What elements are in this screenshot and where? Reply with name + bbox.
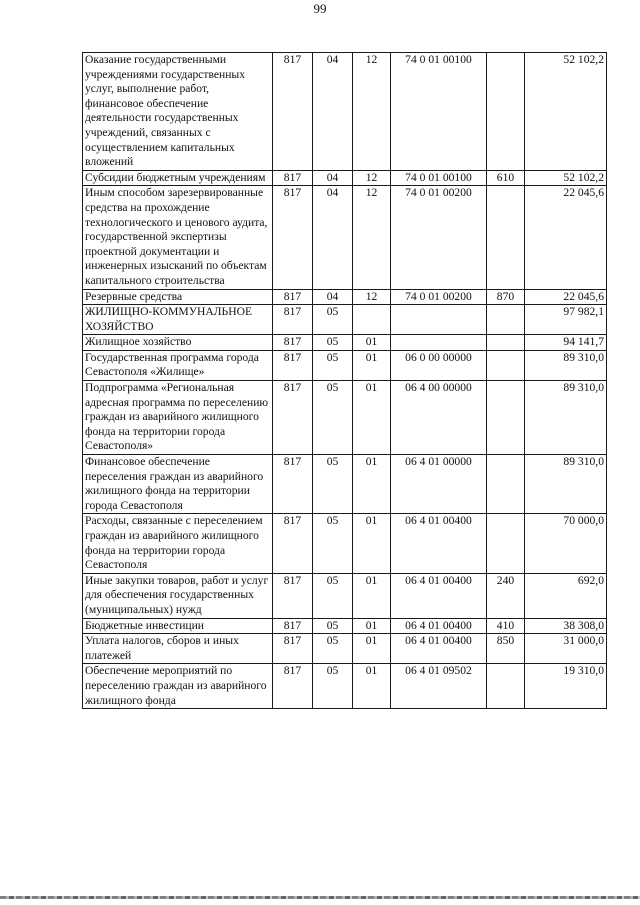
table-row bbox=[83, 573, 607, 618]
cell-expense-type: 870 bbox=[487, 289, 525, 305]
table-row bbox=[83, 514, 607, 573]
cell-expense-type bbox=[487, 53, 525, 171]
cell-department-code: 817 bbox=[273, 634, 313, 664]
cell-department-code: 817 bbox=[273, 664, 313, 709]
cell-name: Государственная программа города Севастополя «Жилище» bbox=[83, 350, 273, 380]
cell-section-code: 05 bbox=[313, 381, 353, 455]
cell-section-code: 04 bbox=[313, 289, 353, 305]
table-row bbox=[83, 335, 607, 351]
cell-subsection-code: 01 bbox=[353, 634, 391, 664]
cell-amount: 22 045,6 bbox=[525, 289, 607, 305]
cell-name: ЖИЛИЩНО-КОММУНАЛЬНОЕ ХОЗЯЙСТВО bbox=[83, 305, 273, 335]
cell-target-article: 06 4 00 00000 bbox=[391, 381, 487, 455]
table-row bbox=[83, 455, 607, 514]
table-row bbox=[83, 664, 607, 709]
cell-amount: 89 310,0 bbox=[525, 455, 607, 514]
cell-name: Финансовое обеспечение переселения граждан из аварийного жилищного фонда на территории города Севастополя bbox=[83, 455, 273, 514]
cell-amount: 52 102,2 bbox=[525, 170, 607, 186]
cell-section-code: 04 bbox=[313, 53, 353, 171]
cell-target-article: 06 4 01 00000 bbox=[391, 455, 487, 514]
cell-name: Уплата налогов, сборов и иных платежей bbox=[83, 634, 273, 664]
cell-expense-type bbox=[487, 381, 525, 455]
cell-expense-type bbox=[487, 664, 525, 709]
cell-expense-type bbox=[487, 514, 525, 573]
cell-amount: 19 310,0 bbox=[525, 664, 607, 709]
cell-name: Резервные средства bbox=[83, 289, 273, 305]
cell-expense-type: 410 bbox=[487, 618, 525, 634]
cell-expense-type: 240 bbox=[487, 573, 525, 618]
cell-name: Обеспечение мероприятий по переселению граждан из аварийного жилищного фонда bbox=[83, 664, 273, 709]
cell-section-code: 05 bbox=[313, 573, 353, 618]
cell-name: Иным способом зарезервированные средства на прохождение технологического и ценового аудита, государственной экспертизы проектной документации и инженерных изысканий по объектам капитального строительства bbox=[83, 186, 273, 289]
cell-subsection-code: 01 bbox=[353, 381, 391, 455]
cell-subsection-code: 01 bbox=[353, 455, 391, 514]
cell-amount: 52 102,2 bbox=[525, 53, 607, 171]
cell-department-code: 817 bbox=[273, 289, 313, 305]
cell-amount: 89 310,0 bbox=[525, 381, 607, 455]
cell-target-article: 06 4 01 00400 bbox=[391, 514, 487, 573]
cell-target-article bbox=[391, 335, 487, 351]
cell-target-article: 06 4 01 09502 bbox=[391, 664, 487, 709]
cell-amount: 31 000,0 bbox=[525, 634, 607, 664]
cell-name: Оказание государственными учреждениями государственных услуг, выполнение работ, финансовое обеспечение деятельности государственных учреждений, связанных с осуществлением капитальных вложений bbox=[83, 53, 273, 171]
cell-subsection-code: 12 bbox=[353, 53, 391, 171]
cell-expense-type bbox=[487, 305, 525, 335]
cell-subsection-code: 01 bbox=[353, 664, 391, 709]
cell-subsection-code: 12 bbox=[353, 186, 391, 289]
table-row bbox=[83, 186, 607, 289]
cell-section-code: 05 bbox=[313, 664, 353, 709]
cell-name: Подпрограмма «Региональная адресная программа по переселению граждан из аварийного жилищного фонда на территории города Севастополя» bbox=[83, 381, 273, 455]
cell-amount: 89 310,0 bbox=[525, 350, 607, 380]
cell-section-code: 05 bbox=[313, 305, 353, 335]
cell-department-code: 817 bbox=[273, 335, 313, 351]
cell-section-code: 05 bbox=[313, 514, 353, 573]
cell-target-article bbox=[391, 305, 487, 335]
cell-target-article: 06 4 01 00400 bbox=[391, 634, 487, 664]
cell-amount: 70 000,0 bbox=[525, 514, 607, 573]
cell-department-code: 817 bbox=[273, 381, 313, 455]
cell-department-code: 817 bbox=[273, 53, 313, 171]
cell-section-code: 04 bbox=[313, 186, 353, 289]
table-row bbox=[83, 53, 607, 171]
table-row bbox=[83, 381, 607, 455]
cell-target-article: 06 0 00 00000 bbox=[391, 350, 487, 380]
cell-name: Жилищное хозяйство bbox=[83, 335, 273, 351]
cell-department-code: 817 bbox=[273, 573, 313, 618]
cell-expense-type bbox=[487, 350, 525, 380]
table-row bbox=[83, 289, 607, 305]
cell-amount: 38 308,0 bbox=[525, 618, 607, 634]
cell-section-code: 05 bbox=[313, 618, 353, 634]
table-row bbox=[83, 350, 607, 380]
cell-amount: 22 045,6 bbox=[525, 186, 607, 289]
cell-department-code: 817 bbox=[273, 618, 313, 634]
cell-name: Бюджетные инвестиции bbox=[83, 618, 273, 634]
table-row bbox=[83, 618, 607, 634]
cell-subsection-code bbox=[353, 305, 391, 335]
cell-subsection-code: 01 bbox=[353, 573, 391, 618]
table-row bbox=[83, 634, 607, 664]
cell-name: Расходы, связанные с переселением граждан из аварийного жилищного фонда на территории города Севастополя bbox=[83, 514, 273, 573]
cell-name: Субсидии бюджетным учреждениям bbox=[83, 170, 273, 186]
cell-department-code: 817 bbox=[273, 170, 313, 186]
cell-subsection-code: 01 bbox=[353, 618, 391, 634]
cell-section-code: 05 bbox=[313, 634, 353, 664]
cell-expense-type bbox=[487, 186, 525, 289]
cell-target-article: 74 0 01 00100 bbox=[391, 53, 487, 171]
cell-expense-type: 850 bbox=[487, 634, 525, 664]
cell-department-code: 817 bbox=[273, 305, 313, 335]
cell-target-article: 74 0 01 00200 bbox=[391, 186, 487, 289]
cell-subsection-code: 12 bbox=[353, 289, 391, 305]
cell-subsection-code: 12 bbox=[353, 170, 391, 186]
cell-department-code: 817 bbox=[273, 514, 313, 573]
cell-target-article: 06 4 01 00400 bbox=[391, 618, 487, 634]
cell-target-article: 74 0 01 00100 bbox=[391, 170, 487, 186]
table-row bbox=[83, 305, 607, 335]
cell-section-code: 04 bbox=[313, 170, 353, 186]
cell-target-article: 06 4 01 00400 bbox=[391, 573, 487, 618]
cell-expense-type bbox=[487, 335, 525, 351]
cell-expense-type bbox=[487, 455, 525, 514]
page-number: 99 bbox=[313, 1, 327, 16]
cell-amount: 692,0 bbox=[525, 573, 607, 618]
cell-target-article: 74 0 01 00200 bbox=[391, 289, 487, 305]
cell-subsection-code: 01 bbox=[353, 350, 391, 380]
cell-section-code: 05 bbox=[313, 335, 353, 351]
cell-amount: 94 141,7 bbox=[525, 335, 607, 351]
cell-department-code: 817 bbox=[273, 350, 313, 380]
cell-department-code: 817 bbox=[273, 455, 313, 514]
cell-amount: 97 982,1 bbox=[525, 305, 607, 335]
cell-expense-type: 610 bbox=[487, 170, 525, 186]
cell-section-code: 05 bbox=[313, 350, 353, 380]
cell-section-code: 05 bbox=[313, 455, 353, 514]
cell-name: Иные закупки товаров, работ и услуг для обеспечения государственных (муниципальных) нужд bbox=[83, 573, 273, 618]
table-row bbox=[83, 170, 607, 186]
cell-subsection-code: 01 bbox=[353, 514, 391, 573]
budget-table bbox=[82, 52, 607, 709]
cell-subsection-code: 01 bbox=[353, 335, 391, 351]
scan-bottom-edge bbox=[0, 896, 640, 899]
cell-department-code: 817 bbox=[273, 186, 313, 289]
